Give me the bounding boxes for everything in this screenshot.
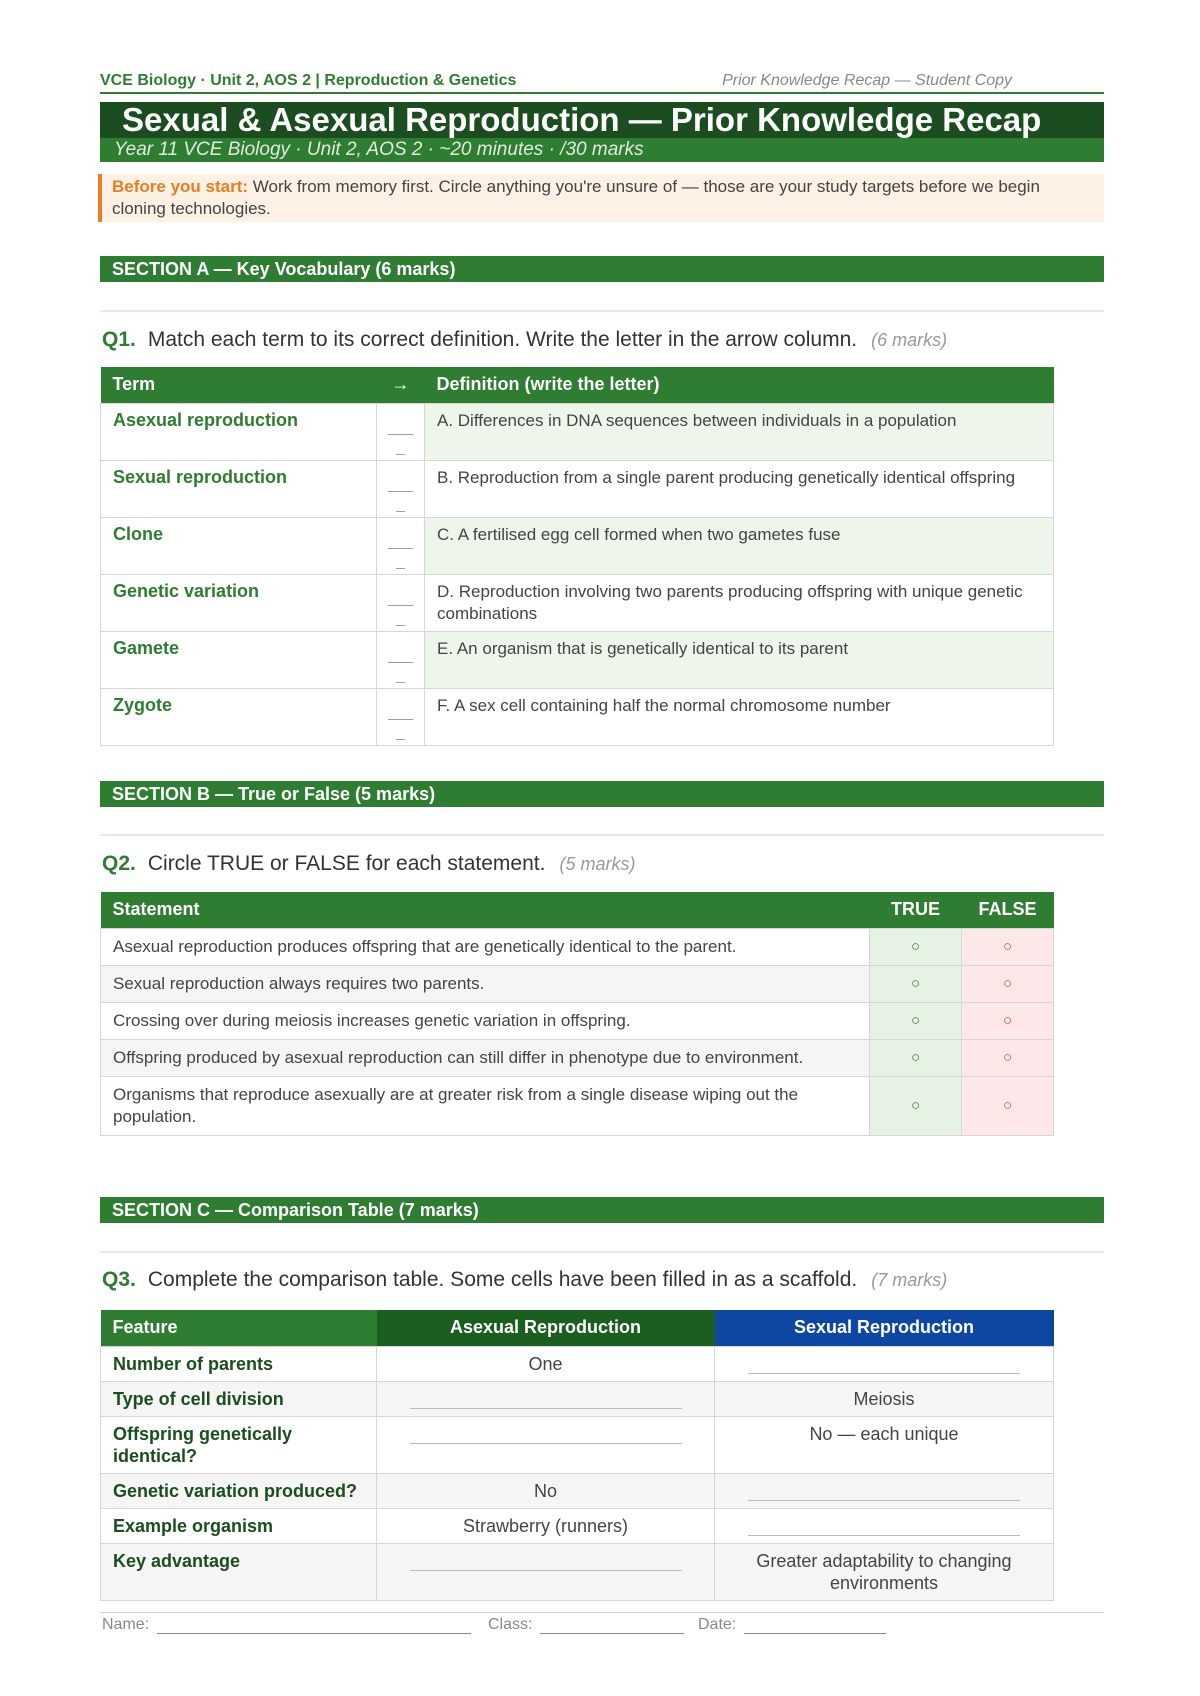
section-a-heading: SECTION A — Key Vocabulary (6 marks): [100, 256, 1104, 282]
course-label: VCE Biology · Unit 2, AOS 2 | Reproduction & Genetics: [100, 72, 517, 89]
tf-statement: Offspring produced by asexual reproduction can still differ in phenotype due to environment.: [101, 1039, 870, 1076]
class-field[interactable]: [488, 1616, 684, 1634]
answer-line[interactable]: [410, 1570, 682, 1571]
question-2-number: Q2.: [102, 852, 136, 875]
true-false-table: [100, 892, 1054, 1136]
answer-blank-line: ___ _: [387, 475, 414, 513]
answer-blank-line: ___ _: [387, 646, 414, 684]
vocab-term: Zygote: [101, 688, 377, 745]
vocab-definition: C. A fertilised egg cell formed when two gametes fuse: [425, 517, 1054, 574]
vocab-term: Genetic variation: [101, 574, 377, 631]
section-a-divider: [100, 310, 1104, 312]
asexual-column-header: Asexual Reproduction: [377, 1310, 715, 1346]
false-option-circle[interactable]: ○: [962, 1076, 1054, 1135]
question-3: [102, 1268, 947, 1292]
true-option-circle[interactable]: ○: [870, 1076, 962, 1135]
true-option-circle[interactable]: ○: [870, 1002, 962, 1039]
page-subtitle: Year 11 VCE Biology · Unit 2, AOS 2 · ~20 minutes · /30 marks: [100, 138, 1104, 162]
true-option-circle[interactable]: ○: [870, 965, 962, 1002]
answer-blank-line: ___ _: [387, 418, 414, 456]
vocab-definition: F. A sex cell containing half the normal chromosome number: [425, 688, 1054, 745]
question-2-marks: (5 marks): [559, 854, 636, 874]
asexual-answer-cell[interactable]: [377, 1381, 715, 1416]
page-title: Sexual & Asexual Reproduction — Prior Knowledge Recap: [100, 102, 1104, 138]
vocabulary-row: [101, 403, 1054, 460]
false-option-circle[interactable]: ○: [962, 1039, 1054, 1076]
true-false-header-row: [101, 892, 1054, 928]
false-option-circle[interactable]: ○: [962, 965, 1054, 1002]
tf-statement: Organisms that reproduce asexually are at greater risk from a single disease wiping out the population.: [101, 1076, 870, 1135]
comparison-feature: Number of parents: [101, 1346, 377, 1381]
sexual-value: No — each unique: [715, 1416, 1054, 1473]
answer-blank-line: ___ _: [387, 589, 414, 627]
arrow-column-header: →: [377, 367, 425, 403]
vocabulary-row: [101, 574, 1054, 631]
vocab-term: Clone: [101, 517, 377, 574]
date-blank[interactable]: [744, 1619, 886, 1634]
question-3-text: Complete the comparison table. Some cells have been filled in as a scaffold.: [147, 1268, 858, 1291]
class-blank[interactable]: [540, 1619, 684, 1634]
comparison-feature: Genetic variation produced?: [101, 1473, 377, 1508]
true-false-row: [101, 1076, 1054, 1135]
vocabulary-row: [101, 688, 1054, 745]
vocab-definition: B. Reproduction from a single parent producing genetically identical offspring: [425, 460, 1054, 517]
question-2: [102, 852, 635, 876]
answer-letter-blank[interactable]: [377, 403, 425, 460]
true-column-header: TRUE: [870, 892, 962, 928]
answer-blank-line: ___ _: [387, 703, 414, 741]
question-3-marks: (7 marks): [871, 1270, 948, 1290]
section-c-heading: SECTION C — Comparison Table (7 marks): [100, 1197, 1104, 1223]
true-false-row: [101, 1039, 1054, 1076]
answer-line[interactable]: [748, 1500, 1020, 1501]
section-b-divider: [100, 834, 1104, 836]
false-option-circle[interactable]: ○: [962, 1002, 1054, 1039]
false-option-circle[interactable]: ○: [962, 928, 1054, 965]
section-b-heading: SECTION B — True or False (5 marks): [100, 781, 1104, 807]
true-false-row: [101, 1002, 1054, 1039]
comparison-feature: Offspring genetically identical?: [101, 1416, 377, 1473]
question-1-marks: (6 marks): [871, 330, 948, 350]
before-you-start-callout: [98, 174, 1104, 222]
name-field[interactable]: [102, 1616, 471, 1634]
comparison-row: [101, 1508, 1054, 1543]
answer-line[interactable]: [410, 1408, 682, 1409]
true-option-circle[interactable]: ○: [870, 928, 962, 965]
comparison-row: [101, 1346, 1054, 1381]
true-false-row: [101, 965, 1054, 1002]
question-1-number: Q1.: [102, 328, 136, 351]
answer-blank-line: ___ _: [387, 532, 414, 570]
asexual-answer-cell[interactable]: [377, 1416, 715, 1473]
comparison-row: [101, 1473, 1054, 1508]
vocab-term: Gamete: [101, 631, 377, 688]
vocabulary-row: [101, 460, 1054, 517]
sexual-value: Greater adaptability to changing environments: [715, 1543, 1054, 1600]
callout-label: Before you start:: [112, 177, 249, 196]
vocab-definition: A. Differences in DNA sequences between individuals in a population: [425, 403, 1054, 460]
tf-statement: Crossing over during meiosis increases genetic variation in offspring.: [101, 1002, 870, 1039]
answer-line[interactable]: [748, 1373, 1020, 1374]
asexual-value: Strawberry (runners): [377, 1508, 715, 1543]
question-3-number: Q3.: [102, 1268, 136, 1291]
vocabulary-header-row: [101, 367, 1054, 403]
statement-column-header: Statement: [101, 892, 870, 928]
sexual-answer-cell[interactable]: [715, 1473, 1054, 1508]
asexual-value: No: [377, 1473, 715, 1508]
footer-divider: [100, 1612, 1104, 1613]
vocab-term: Asexual reproduction: [101, 403, 377, 460]
question-1: [102, 328, 947, 352]
answer-line[interactable]: [748, 1535, 1020, 1536]
definition-column-header: Definition (write the letter): [425, 367, 1054, 403]
comparison-feature: Type of cell division: [101, 1381, 377, 1416]
answer-letter-blank[interactable]: [377, 631, 425, 688]
vocabulary-match-table: [100, 367, 1054, 746]
name-label: Name:: [102, 1616, 150, 1633]
running-header: [100, 70, 1104, 94]
sexual-answer-cell[interactable]: [715, 1508, 1054, 1543]
sexual-answer-cell[interactable]: [715, 1346, 1054, 1381]
vocabulary-row: [101, 517, 1054, 574]
asexual-answer-cell[interactable]: [377, 1543, 715, 1600]
comparison-feature: Example organism: [101, 1508, 377, 1543]
term-column-header: Term: [101, 367, 377, 403]
answer-line[interactable]: [410, 1443, 682, 1444]
name-blank[interactable]: [157, 1619, 471, 1634]
answer-letter-blank[interactable]: [377, 574, 425, 631]
sexual-column-header: Sexual Reproduction: [715, 1310, 1054, 1346]
true-option-circle[interactable]: ○: [870, 1039, 962, 1076]
copy-label: Prior Knowledge Recap — Student Copy: [722, 72, 1012, 89]
asexual-value: One: [377, 1346, 715, 1381]
feature-column-header: Feature: [101, 1310, 377, 1346]
section-c-divider: [100, 1251, 1104, 1253]
true-false-row: [101, 928, 1054, 965]
comparison-row: [101, 1416, 1054, 1473]
sexual-value: Meiosis: [715, 1381, 1054, 1416]
date-field[interactable]: [698, 1616, 886, 1634]
question-1-text: Match each term to its correct definition. Write the letter in the arrow column.: [147, 328, 858, 351]
comparison-header-row: [101, 1310, 1054, 1346]
tf-statement: Asexual reproduction produces offspring that are genetically identical to the parent.: [101, 928, 870, 965]
question-2-text: Circle TRUE or FALSE for each statement.: [147, 852, 546, 875]
comparison-table: [100, 1310, 1054, 1601]
false-column-header: FALSE: [962, 892, 1054, 928]
answer-letter-blank[interactable]: [377, 460, 425, 517]
vocabulary-row: [101, 631, 1054, 688]
answer-letter-blank[interactable]: [377, 688, 425, 745]
comparison-row: [101, 1381, 1054, 1416]
date-label: Date:: [698, 1616, 737, 1633]
vocab-definition: D. Reproduction involving two parents producing offspring with unique genetic combinations: [425, 574, 1054, 631]
answer-letter-blank[interactable]: [377, 517, 425, 574]
comparison-row: [101, 1543, 1054, 1600]
tf-statement: Sexual reproduction always requires two parents.: [101, 965, 870, 1002]
vocab-definition: E. An organism that is genetically identical to its parent: [425, 631, 1054, 688]
comparison-feature: Key advantage: [101, 1543, 377, 1600]
callout-text: Work from memory first. Circle anything you're unsure of — those are your study targets before we begin cloning technologies.: [112, 177, 1040, 218]
vocab-term: Sexual reproduction: [101, 460, 377, 517]
class-label: Class:: [488, 1616, 533, 1633]
